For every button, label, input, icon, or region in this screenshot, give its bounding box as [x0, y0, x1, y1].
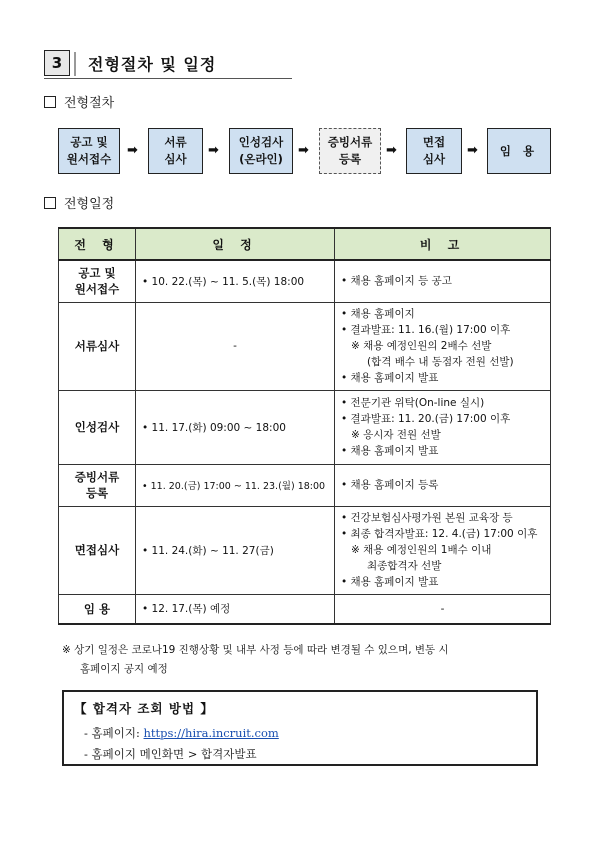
note-line: • 채용 홈페이지 등 공고: [341, 275, 452, 288]
arrow-right-icon: ➡: [298, 143, 309, 158]
note-line: (합격 배수 내 동점자 전원 선발): [367, 356, 514, 368]
flow-step-document: [148, 128, 203, 174]
note-line: • 채용 홈페이지 발표: [341, 372, 439, 384]
note-line: 최종합격자 선발: [367, 560, 442, 572]
flow-step-line: 등록: [338, 152, 362, 166]
note-line: • 건강보험심사평가원 본원 교육장 등: [341, 512, 513, 524]
section-title: 전형절차 및 일정: [88, 55, 217, 74]
note-line: • 전문기관 위탁(On-line 실시): [341, 397, 485, 409]
flow-step-line: 공고 및: [70, 135, 108, 149]
flow-step-line: 심사: [422, 152, 446, 166]
procedure-heading: [44, 92, 114, 111]
column-header: 일 정: [136, 228, 335, 260]
note-line: • 채용 홈페이지 등록: [341, 479, 439, 491]
flow-step-evidence: [319, 128, 381, 174]
column-header: 비 고: [335, 228, 551, 260]
homepage-link[interactable]: https://hira.incruit.com: [143, 726, 279, 740]
table-row: [59, 464, 551, 506]
section-number: 3: [44, 50, 70, 76]
stage-line: 서류심사: [74, 339, 120, 353]
stage-cell: [59, 464, 136, 506]
date-cell: -: [136, 302, 335, 390]
table-row: [59, 260, 551, 302]
arrow-right-icon: ➡: [467, 143, 478, 158]
note-cell: [335, 594, 551, 624]
table-row: [59, 506, 551, 594]
stage-line: 등록: [85, 486, 109, 500]
flow-step-interview: [406, 128, 462, 174]
flow-step-line: 서류: [164, 135, 187, 149]
schedule-table: [58, 227, 551, 625]
note-line: • 최종 합격자발표: 12. 4.(금) 17:00 이후: [341, 528, 538, 540]
note-line: • 채용 홈페이지: [341, 308, 415, 320]
stage-line: 증빙서류: [74, 470, 120, 484]
footnote-line: 홈페이지 공지 예정: [80, 663, 168, 675]
schedule-heading-label: 전형일정: [64, 197, 115, 212]
stage-cell: [59, 506, 136, 594]
date-cell: • 12. 17.(목) 예정: [136, 594, 335, 624]
footnote: [62, 641, 542, 679]
note-cell: [335, 260, 551, 302]
note-line: ※ 채용 예정인원의 1배수 이내: [351, 544, 492, 556]
flow-step-line: 면접: [422, 135, 446, 149]
checkbox-square-icon: [44, 197, 56, 209]
note-line: -: [440, 602, 445, 615]
section-header: [44, 48, 292, 79]
table-row: [59, 594, 551, 624]
note-line: ※ 응시자 전원 선발: [351, 429, 441, 441]
arrow-right-icon: ➡: [208, 143, 219, 158]
date-cell: • 11. 24.(화) ~ 11. 27(금): [136, 506, 335, 594]
stage-line: 인성검사: [74, 420, 120, 434]
table-row: [59, 390, 551, 464]
flow-step-line: (온라인): [239, 152, 283, 166]
arrow-right-icon: ➡: [127, 143, 138, 158]
stage-line: 면접심사: [74, 543, 120, 557]
lookup-path: - 홈페이지 메인화면 > 합격자발표: [84, 747, 257, 761]
stage-line: 원서접수: [74, 282, 120, 297]
flow-step-appointment: [487, 128, 551, 174]
result-lookup-title: 【 합격자 조회 방법 】: [74, 701, 214, 716]
stage-line: 임 용: [83, 601, 111, 616]
note-line: • 결과발표: 11. 16.(월) 17:00 이후: [341, 324, 511, 336]
note-line: ※ 채용 예정인원의 2배수 선발: [351, 340, 492, 352]
flow-step-line: 임 용: [499, 143, 539, 158]
homepage-label: - 홈페이지:: [84, 726, 144, 740]
note-line: • 채용 홈페이지 발표: [341, 576, 439, 588]
table-header-row: [59, 228, 551, 260]
footnote-line: ※ 상기 일정은 코로나19 진행상황 및 내부 사정 등에 따라 변경될 수 있으며, 변동 시: [62, 644, 449, 656]
note-cell: [335, 464, 551, 506]
procedure-heading-label: 전형절차: [64, 96, 115, 111]
stage-line: 공고 및: [78, 266, 116, 281]
flow-step-line: 원서접수: [66, 152, 112, 166]
result-lookup-box: [62, 690, 538, 766]
table-row: [59, 302, 551, 390]
date-cell: • 11. 20.(금) 17:00 ~ 11. 23.(월) 18:00: [136, 464, 335, 506]
flow-step-application: [58, 128, 120, 174]
note-cell: [335, 390, 551, 464]
stage-cell: [59, 594, 136, 624]
stage-cell: [59, 260, 136, 302]
note-cell: [335, 506, 551, 594]
homepage-line: [84, 725, 279, 741]
section-divider: [74, 52, 76, 76]
stage-cell: [59, 302, 136, 390]
flow-step-personality: [229, 128, 293, 174]
flow-step-line: 인성검사: [238, 135, 284, 149]
column-header: 전 형: [59, 228, 136, 260]
checkbox-square-icon: [44, 96, 56, 108]
note-line: • 결과발표: 11. 20.(금) 17:00 이후: [341, 413, 511, 425]
note-cell: [335, 302, 551, 390]
note-line: • 채용 홈페이지 발표: [341, 445, 439, 457]
schedule-heading: [44, 193, 114, 212]
flow-step-line: 증빙서류: [327, 135, 373, 149]
flow-step-line: 심사: [164, 152, 187, 166]
arrow-right-icon: ➡: [386, 143, 397, 158]
date-cell: • 10. 22.(목) ~ 11. 5.(목) 18:00: [136, 260, 335, 302]
date-cell: • 11. 17.(화) 09:00 ~ 18:00: [136, 390, 335, 464]
stage-cell: [59, 390, 136, 464]
